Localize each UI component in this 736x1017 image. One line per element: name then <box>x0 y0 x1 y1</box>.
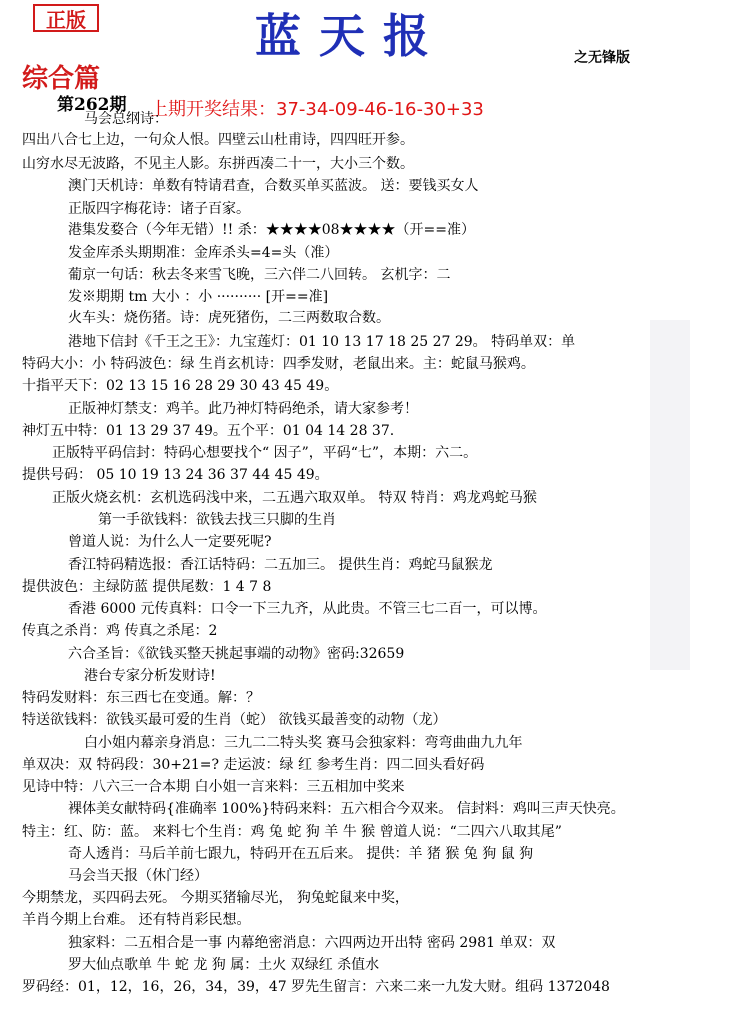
edition-badge: 正版 <box>33 4 99 32</box>
text-line: 曾道人说：为什么人一定要死呢? <box>68 534 272 550</box>
text-line: 山穷水尽无波路，不见主人影。东拼西凑二十一，大小三个数。 <box>22 156 414 172</box>
text-line: 神灯五中特：01 13 29 37 49。五个平：01 04 14 28 37. <box>22 423 395 439</box>
text-line: 六合圣旨：《欲钱买整天挑起事端的动物》密码:32659 <box>68 646 405 662</box>
text-line: 罗码经：01，12，16，26，34，39，47 罗先生留言：六来二来一九发大财。组码 1372048 <box>22 979 610 995</box>
text-line: 香江特码精选报：香江话特码：二五加三。 提供生肖：鸡蛇马鼠猴龙 <box>68 557 493 573</box>
text-line: 香港 6000 元传真料：口令一下三九齐，从此贵。不管三七二百一，可以博。 <box>68 601 547 617</box>
text-line: 正版火烧玄机：玄机选码浅中来，二五遇六取双单。 特双 特肖：鸡龙鸡蛇马猴 <box>52 490 537 506</box>
text-line: 发金库杀头期期准：金库杀头=4=头（准） <box>68 245 339 261</box>
text-line: 特码发财料：东三西七在变通。解：？ <box>22 690 260 706</box>
text-line: 第一手欲钱料：欲钱去找三只脚的生肖 <box>98 512 336 528</box>
text-line: 正版四字梅花诗：诸子百家。 <box>68 201 250 217</box>
text-line: 澳门天机诗：单数有特请君查，合数买单买蓝波。 送：要钱买女人 <box>68 178 479 194</box>
watermark <box>640 320 700 670</box>
text-line: 火车头：烧伤猪。诗：虎死猪伤，二三两数取合数。 <box>68 310 390 326</box>
issue-number: 第262期 <box>57 95 127 115</box>
text-line: 发※期期 tm 大小 ：小 ·········· [开==准] <box>68 289 329 305</box>
text-line: 葡京一句话：秋去冬来雪飞晚，三六伴二八回转。 玄机字：二 <box>68 267 451 283</box>
text-line: 特送欲钱料：欲钱买最可爱的生肖（蛇） 欲钱买最善变的动物（龙） <box>22 712 447 728</box>
text-line: 马会总纲诗： <box>84 111 168 127</box>
text-line: 四出八合七上边，一句众人恨。四壁云山杜甫诗，四四旺开参。 <box>22 132 414 148</box>
text-line: 羊肖今期上台难。 还有特肖彩民想。 <box>22 912 251 928</box>
text-line: 正版特平码信封：特码心想要找个“ 因子”，平码“七”，本期：六二。 <box>52 445 478 461</box>
last-draw-result: 上期开奖结果：37-34-09-46-16-30+33 <box>150 99 484 120</box>
text-line: 单双决：双 特码段：30+21=? 走运波：绿 红 参考生肖：四二回头看好码 <box>22 757 485 773</box>
text-line: 独家料：二五相合是一事 内幕绝密消息：六四两边开出特 密码 2981 单双：双 <box>68 935 556 951</box>
text-line: 白小姐内幕亲身消息：三九二二特头奖 赛马会独家料：弯弯曲曲九九年 <box>84 735 523 751</box>
text-line: 港集发婺合（今年无错）!! 杀：★★★★08★★★★（开==准） <box>68 222 475 238</box>
text-line: 十指平天下：02 13 15 16 28 29 30 43 45 49。 <box>22 378 339 394</box>
text-line: 提供号码： 05 10 19 13 24 36 37 44 45 49。 <box>22 467 329 483</box>
text-line: 马会当天报（休门经） <box>68 868 208 884</box>
edition-label: 之无锋版 <box>574 50 630 66</box>
newspaper-title: 蓝天报 <box>255 9 447 63</box>
text-line: 港地下信封《千王之王》：九宝莲灯：01 10 13 17 18 25 27 29。 特码单双：单 <box>68 334 576 350</box>
text-line: 特主：红、防：蓝。 来料七个生肖：鸡 兔 蛇 狗 羊 牛 猴 曾道人说：“二四六八取其尾” <box>22 824 562 840</box>
text-line: 裸体美女献特码{准确率 100%}特码来料：五六相合今双来。 信封料：鸡叫三声天快亮。 <box>68 801 625 817</box>
text-line: 见诗中特：八六三一合本期 白小姐一言来料：三五相加中奖来 <box>22 779 405 795</box>
text-line: 罗大仙点歌单 牛 蛇 龙 狗 属：土火 双绿红 杀值水 <box>68 957 380 973</box>
text-line: 港台专家分析发财诗! <box>84 668 216 684</box>
text-line: 提供波色：主绿防蓝 提供尾数：1 4 7 8 <box>22 579 272 595</box>
text-line: 正版神灯禁支：鸡羊。此乃神灯特码绝杀，请大家参考！ <box>68 401 418 417</box>
section-heading: 综合篇 <box>22 64 101 94</box>
text-line: 奇人透肖：马后羊前七跟九，特码开在五后来。 提供：羊 猪 猴 兔 狗 鼠 狗 <box>68 846 534 862</box>
text-line: 特码大小：小 特码波色：绿 生肖玄机诗：四季发财，老鼠出来。主：蛇鼠马猴鸡。 <box>22 356 535 372</box>
text-line: 今期禁龙，买四码去死。 今期买猪输尽光， 狗兔蛇鼠来中奖， <box>22 890 409 906</box>
text-line: 传真之杀肖：鸡 传真之杀尾：2 <box>22 623 218 639</box>
